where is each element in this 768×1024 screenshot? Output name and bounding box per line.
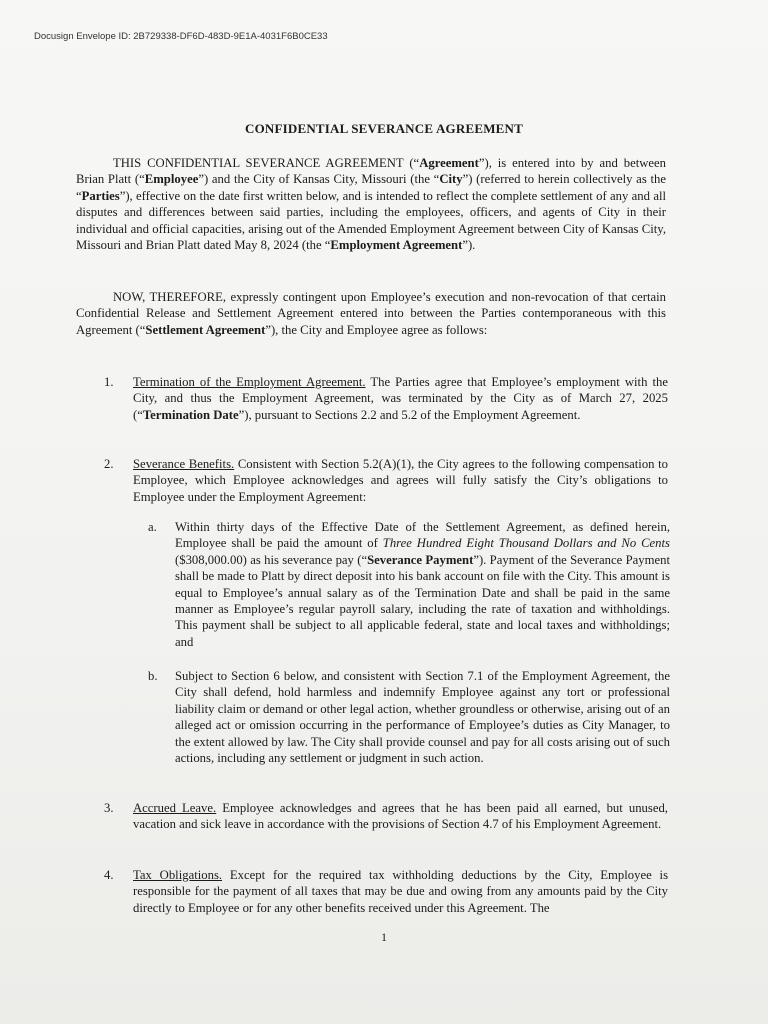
- section-4-heading: Tax Obligations.: [133, 868, 223, 882]
- section-3-heading: Accrued Leave.: [133, 801, 217, 815]
- section-3-accrued-leave: 3. Accrued Leave. Employee acknowledges and agrees that he has been paid all earned, but unused, vacation and sick leave in accordance with the provisions of Section 4.7 of his Employment Agreement.: [104, 801, 668, 832]
- section-2b-indemnification: b. Subject to Section 6 below, and consistent with Section 7.1 of the Employment Agreement, the City shall defend, hold harmless and indemnify Employee against any tort or professional liability claim or demand or other legal action, whether groundless or otherwise, arising out of an alleged act or omission occurring in the performance of Employee’s duties as City Manager, to the extent allowed by law. The City shall provide counsel and pay for all costs arising out of such actions, including any settlement or judgment in such action.: [148, 669, 670, 766]
- section-2a-severance-payment: a. Within thirty days of the Effective Date of the Settlement Agreement, as defined herein, Employee shall be paid the amount of Three Hundred Eight Thousand Dollars and No Cents ($308,000.00) as his severance pay (“Severance Payment”). Payment of the Severance Payment shall be made to Platt by direct deposit into his bank account on file with the City. This amount is equal to Employee’s annual salary as of the Termination Date and shall be paid in the same manner as Employee’s regular payroll salary, including the rate of taxation and withholdings. This payment shall be subject to all applicable federal, state and local taxes and withholdings; and: [148, 520, 670, 649]
- section-1-termination: 1. Termination of the Employment Agreement. The Parties agree that Employee’s employment with the City, and thus the Employment Agreement, was terminated by the City as of March 27, 2025 (“Termination Date”), pursuant to Sections 2.2 and 5.2 of the Employment Agreement.: [104, 375, 668, 422]
- section-2-severance-benefits: 2. Severance Benefits. Consistent with Section 5.2(A)(1), the City agrees to the following compensation to Employee, which Employee acknowledges and agrees will fully satisfy the City’s obligations to Employee under the Employment Agreement:: [104, 457, 668, 504]
- document-title: CONFIDENTIAL SEVERANCE AGREEMENT: [244, 121, 523, 136]
- docusign-envelope-id: Docusign Envelope ID: 2B729338-DF6D-483D-9E1A-4031F6B0CE33: [34, 31, 328, 42]
- section-2-heading: Severance Benefits.: [133, 457, 235, 471]
- page-number: 1: [381, 930, 387, 944]
- section-4-tax-obligations: 4. Tax Obligations. Except for the required tax withholding deductions by the City, Employee is responsible for the payment of all taxes that may be due and owing from any amounts paid by the City directly to Employee or for any other benefits received under this Agreement. The: [104, 868, 669, 915]
- intro-paragraph: THIS CONFIDENTIAL SEVERANCE AGREEMENT (“Agreement”), is entered into by and between Brian Platt (“Employee”) and the City of Kansas City, Missouri (the “City”) (referred to herein collectively as the “Parties”), effective on the date first written below, and is intended to reflect the complete settlement of any and all disputes and differences between said parties, including the employees, officers, and agents of City in their individual and official capacities, arising out of the Amended Employment Agreement between City of Kansas City, Missouri and Brian Platt dated May 8, 2024 (the “Employment Agreement”).: [76, 156, 666, 253]
- section-1-heading: Termination of the Employment Agreement.: [133, 375, 366, 389]
- now-therefore-paragraph: NOW, THEREFORE, expressly contingent upon Employee’s execution and non-revocation of that certain Confidential Release and Settlement Agreement entered into between the Parties contemporaneous with this Agreement (“Settlement Agreement”), the City and Employee agree as follows:: [76, 290, 666, 337]
